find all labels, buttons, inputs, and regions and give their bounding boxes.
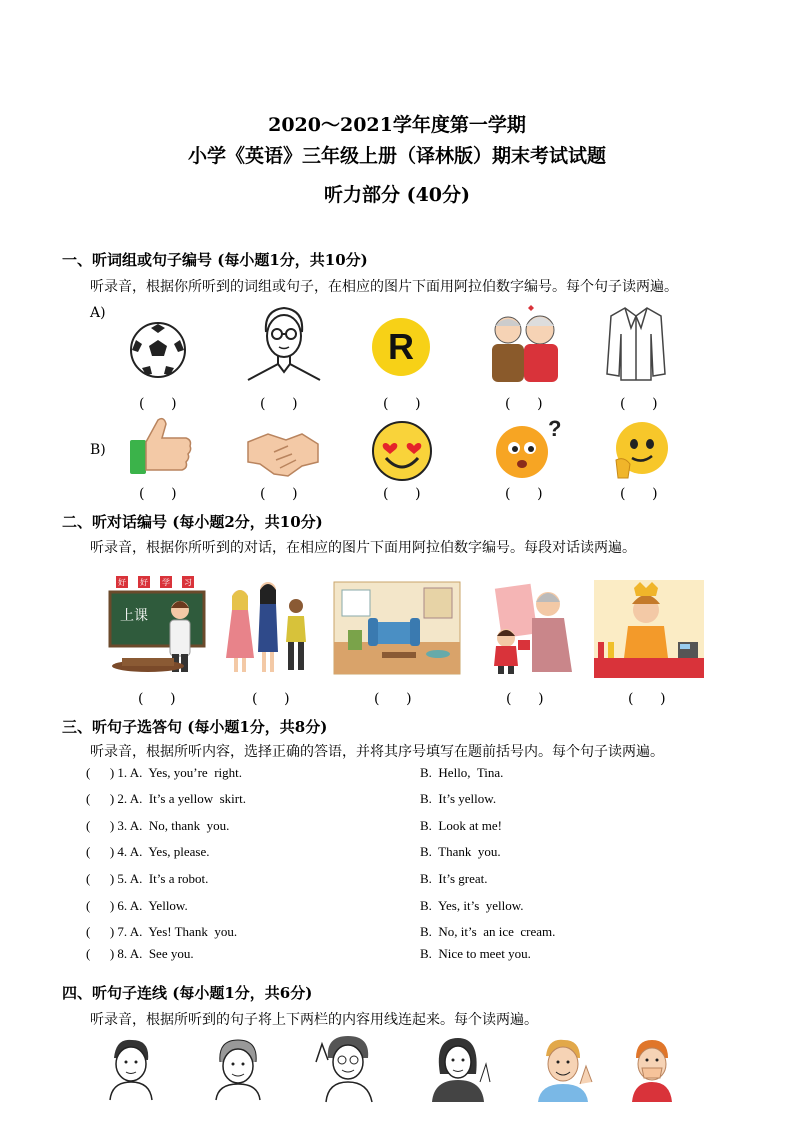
question-option-a: ( ) 2. A. It’s a yellow skirt. xyxy=(86,791,246,806)
svg-text:学: 学 xyxy=(162,578,170,587)
grandma-portrait-icon xyxy=(212,1036,264,1100)
letter-r-icon xyxy=(370,316,432,378)
classroom-teacher-icon xyxy=(108,574,206,678)
question-option-a: ( ) 6. A. Yellow. xyxy=(86,898,188,913)
grandparents-icon xyxy=(484,304,564,382)
answer-blank[interactable]: ( ) xyxy=(374,691,412,707)
people-meeting-icon xyxy=(222,580,310,676)
man-waving-icon xyxy=(536,1036,592,1102)
answer-blank[interactable]: ( ) xyxy=(139,396,177,412)
answer-blank[interactable]: ( ) xyxy=(506,691,544,707)
question-option-b: B. Look at me! xyxy=(420,818,502,833)
man-with-glasses-icon xyxy=(244,302,324,382)
answer-blank[interactable]: ( ) xyxy=(505,396,543,412)
section1-title: 一、听词组或句子编号 (每小题1分，共10分) xyxy=(62,251,368,269)
header-line3: 听力部分 (40分) xyxy=(323,184,471,206)
section1-instructions: 听录音，根据你所听到的词组或句子，在相应的图片下面用阿拉伯数字编号。每个句子读两遍。 xyxy=(90,279,678,295)
svg-text:好: 好 xyxy=(118,578,126,587)
answer-blank[interactable]: ( ) xyxy=(260,396,298,412)
boy-portrait-icon xyxy=(106,1036,156,1100)
question-option-b: B. Thank you. xyxy=(420,844,501,859)
section2-title: 二、听对话编号 (每小题2分，共10分) xyxy=(62,513,323,531)
thinking-emoji-icon xyxy=(610,420,670,480)
section3-instructions: 听录音，根据所听内容，选择正确的答语，并将其序号填写在题前括号内。每个句子读两遍。 xyxy=(90,744,664,760)
section4-instructions: 听录音，根据所听到的句子将上下两栏的内容用线连起来。每个读两遍。 xyxy=(90,1012,538,1028)
answer-blank[interactable]: ( ) xyxy=(620,396,658,412)
section2-instructions: 听录音，根据你所听到的对话，在相应的图片下面用阿拉伯数字编号。每段对话读两遍。 xyxy=(90,540,636,556)
header-line2: 小学《英语》三年级上册（译林版）期末考试试题 xyxy=(187,145,606,167)
living-room-icon xyxy=(334,582,460,674)
question-option-b: B. Nice to meet you. xyxy=(420,946,531,961)
jacket-icon xyxy=(605,304,667,382)
question-option-a: ( ) 3. A. No, thank you. xyxy=(86,818,230,833)
question-option-a: ( ) 4. A. Yes, please. xyxy=(86,844,210,859)
thumbs-up-icon xyxy=(128,414,194,476)
question-option-b: B. It’s great. xyxy=(420,871,488,886)
question-option-a: ( ) 5. A. It’s a robot. xyxy=(86,871,209,886)
row-a-label: A) xyxy=(90,305,106,321)
grandma-and-boy-icon xyxy=(476,580,580,676)
handshake-icon xyxy=(246,426,320,480)
question-option-a: ( ) 1. A. Yes, you’re right. xyxy=(86,765,242,780)
question-option-a: ( ) 8. A. See you. xyxy=(86,946,194,961)
answer-blank[interactable]: ( ) xyxy=(628,691,666,707)
confused-emoji-icon xyxy=(494,414,562,480)
boy-covering-mouth-icon xyxy=(630,1038,674,1102)
answer-blank[interactable]: ( ) xyxy=(260,486,298,502)
svg-text:好: 好 xyxy=(140,578,148,587)
question-option-b: B. No, it’s an ice cream. xyxy=(420,924,556,939)
letter-r-text: R xyxy=(388,326,414,367)
food-stall-icon xyxy=(594,580,704,678)
answer-blank[interactable]: ( ) xyxy=(252,691,290,707)
header-line1: 2020～2021学年度第一学期 xyxy=(268,114,526,136)
section4-title: 四、听句子连线 (每小题1分，共6分) xyxy=(62,984,313,1002)
board-text: 上课 xyxy=(120,608,148,624)
woman-portrait-icon xyxy=(428,1034,492,1102)
question-option-a: ( ) 7. A. Yes! Thank you. xyxy=(86,924,238,939)
row-b-label: B) xyxy=(90,442,106,458)
answer-blank[interactable]: ( ) xyxy=(138,691,176,707)
answer-blank[interactable]: ( ) xyxy=(505,486,543,502)
answer-blank[interactable]: ( ) xyxy=(620,486,658,502)
woman-waving-icon xyxy=(314,1032,380,1102)
heart-eyes-emoji-icon xyxy=(370,420,434,482)
question-option-b: B. Yes, it’s yellow. xyxy=(420,898,524,913)
question-option-b: B. Hello, Tina. xyxy=(420,765,504,780)
section3-title: 三、听句子选答句 (每小题1分，共8分) xyxy=(62,718,328,736)
answer-blank[interactable]: ( ) xyxy=(139,486,177,502)
svg-text:习: 习 xyxy=(184,578,192,587)
answer-blank[interactable]: ( ) xyxy=(383,396,421,412)
answer-blank[interactable]: ( ) xyxy=(383,486,421,502)
soccer-ball-icon xyxy=(128,320,188,380)
svg-text:?: ? xyxy=(548,416,562,441)
question-option-b: B. It’s yellow. xyxy=(420,791,497,806)
